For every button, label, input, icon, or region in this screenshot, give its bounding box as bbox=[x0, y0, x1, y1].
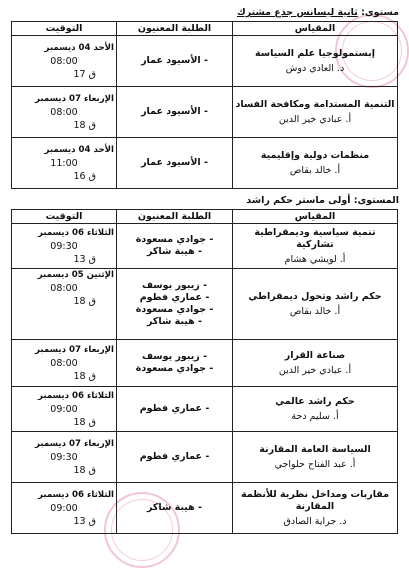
exam-room: ق 13 bbox=[73, 253, 96, 265]
subject-name: التنمية المستدامة ومكافحة الفساد bbox=[235, 98, 395, 110]
professor-name: أ. خالد بقاص bbox=[289, 164, 341, 176]
section1-title-main: ثانية ليسانس جذع مشترك bbox=[236, 7, 358, 18]
student-name: - زيبور يوسف bbox=[141, 351, 208, 362]
subject-cell bbox=[233, 36, 398, 87]
subject-name: السياسة العامة المقارنة bbox=[259, 443, 371, 455]
subject-name: حكم راشد عالمي bbox=[275, 395, 355, 407]
students-cell bbox=[117, 483, 233, 534]
subject-cell bbox=[233, 269, 398, 340]
students-cell bbox=[117, 269, 233, 340]
students-cell bbox=[117, 36, 233, 87]
table-row bbox=[12, 36, 398, 87]
exam-time: 09:00 bbox=[50, 403, 78, 415]
exam-time: 08:00 bbox=[50, 357, 78, 369]
table-row bbox=[12, 224, 398, 269]
subject-name: صناعة القرار bbox=[284, 349, 346, 361]
exam-room: ق 13 bbox=[73, 515, 96, 527]
student-name: - الأسيود عمار bbox=[141, 157, 208, 168]
subject-cell bbox=[233, 87, 398, 138]
professor-name: أ. عبد الفتاح حلواجي bbox=[274, 458, 356, 470]
exam-day: الأحد 04 ديسمبر bbox=[44, 42, 114, 53]
professor-name: د. جراية الصادق bbox=[283, 515, 347, 527]
student-name: - هيبة شاكر bbox=[146, 316, 202, 327]
students-cell bbox=[117, 432, 233, 483]
exam-time: 11:00 bbox=[50, 157, 78, 169]
table-row bbox=[12, 87, 398, 138]
timing-cell bbox=[12, 269, 117, 340]
subject-cell bbox=[233, 138, 398, 189]
table-row bbox=[12, 483, 398, 534]
exam-time: 08:00 bbox=[50, 106, 78, 118]
timing-cell bbox=[12, 36, 117, 87]
table-row bbox=[12, 340, 398, 387]
timing-cell bbox=[12, 483, 117, 534]
subject-cell bbox=[233, 340, 398, 387]
subject-cell bbox=[233, 432, 398, 483]
timing-cell bbox=[12, 224, 117, 269]
exam-time: 08:00 bbox=[50, 55, 78, 67]
students-cell bbox=[117, 387, 233, 432]
section2-title: المستوى: أولى ماستر حكم راشد bbox=[246, 195, 399, 206]
subject-name: مقاربات ومداخل نظرية للأنظمة المقارنة bbox=[240, 488, 389, 512]
header-students: الطلبة المعنيون bbox=[117, 22, 233, 36]
header-subject: المقياس bbox=[233, 22, 398, 36]
subject-name: منظمات دولية وإقليمية bbox=[260, 149, 370, 161]
header-students: الطلبة المعنيون bbox=[117, 210, 233, 224]
subject-name: إبستمولوجيا علم السياسة bbox=[255, 47, 375, 59]
professor-name: أ. عبادي خير الدين bbox=[278, 364, 352, 376]
header-timing: التوقيت bbox=[12, 210, 117, 224]
student-name: - الأسيود عمار bbox=[141, 106, 208, 117]
header-timing: التوقيت bbox=[12, 22, 117, 36]
student-name: - جوادي مسعودة bbox=[135, 363, 214, 374]
student-name: - عماري فطوم bbox=[139, 451, 210, 462]
subject-name: حكم راشد وتحول ديمقراطي bbox=[248, 290, 382, 302]
student-name: - هيبة شاكر bbox=[146, 502, 202, 513]
section1-title bbox=[237, 7, 399, 18]
exam-day: الثلاثاء 06 ديسمبر bbox=[37, 489, 114, 500]
timing-cell bbox=[12, 87, 117, 138]
exam-day: الثلاثاء 06 ديسمبر bbox=[37, 390, 114, 401]
students-cell bbox=[117, 340, 233, 387]
timing-cell bbox=[12, 138, 117, 189]
exam-room: ق 18 bbox=[73, 464, 96, 476]
professor-name: أ. لويشي هشام bbox=[284, 253, 346, 265]
students-cell bbox=[117, 87, 233, 138]
students-cell bbox=[117, 224, 233, 269]
exam-time: 09:30 bbox=[50, 451, 78, 463]
exam-room: ق 18 bbox=[73, 119, 96, 131]
exam-room: ق 17 bbox=[73, 68, 96, 80]
student-name: - جوادي مسعودة bbox=[135, 234, 214, 245]
section1-header-row bbox=[12, 22, 398, 36]
subject-name: تنمية سياسية وديمقراطية تشاركية bbox=[254, 226, 376, 250]
exam-time: 09:30 bbox=[50, 240, 78, 252]
exam-room: ق 16 bbox=[73, 170, 96, 182]
exam-room: ق 18 bbox=[73, 296, 96, 307]
timing-cell bbox=[12, 340, 117, 387]
table-row bbox=[12, 387, 398, 432]
table-row bbox=[12, 432, 398, 483]
section1-table bbox=[11, 21, 398, 189]
timing-cell bbox=[12, 387, 117, 432]
subject-cell bbox=[233, 224, 398, 269]
exam-day: الإثنين 05 ديسمبر bbox=[37, 270, 114, 280]
section1-title-prefix: مستوى: bbox=[361, 7, 399, 18]
subject-cell bbox=[233, 387, 398, 432]
professor-name: أ. عبادي خير الدين bbox=[278, 113, 352, 125]
timing-cell bbox=[12, 432, 117, 483]
exam-day: الإربعاء 07 ديسمبر bbox=[35, 93, 114, 104]
section2-header-row bbox=[12, 210, 398, 224]
exam-day: الأحد 04 ديسمبر bbox=[44, 144, 114, 155]
header-subject: المقياس bbox=[233, 210, 398, 224]
student-name: - الأسيود عمار bbox=[141, 55, 208, 66]
exam-day: الإربعاء 07 ديسمبر bbox=[35, 438, 114, 449]
exam-time: 09:00 bbox=[50, 502, 78, 514]
exam-day: الإربعاء 07 ديسمبر bbox=[35, 344, 114, 355]
student-name: - جوادي مسعودة bbox=[135, 304, 214, 315]
table-row bbox=[12, 269, 398, 340]
student-name: - عماري فطوم bbox=[139, 403, 210, 414]
student-name: - هيبة شاكر bbox=[146, 246, 202, 257]
professor-name: د. العادي دوش bbox=[285, 62, 345, 74]
section2-table bbox=[11, 209, 398, 534]
subject-cell bbox=[233, 483, 398, 534]
exam-room: ق 18 bbox=[73, 370, 96, 382]
professor-name: أ. خالد بقاص bbox=[289, 305, 341, 317]
exam-room: ق 18 bbox=[73, 416, 96, 428]
exam-time: 08:00 bbox=[50, 283, 78, 294]
student-name: - زيبور يوسف bbox=[141, 280, 208, 291]
exam-day: الثلاثاء 06 ديسمبر bbox=[37, 227, 114, 238]
table-row bbox=[12, 138, 398, 189]
students-cell bbox=[117, 138, 233, 189]
professor-name: أ. سليم دحة bbox=[291, 410, 339, 422]
student-name: - عماري فطوم bbox=[139, 292, 210, 303]
